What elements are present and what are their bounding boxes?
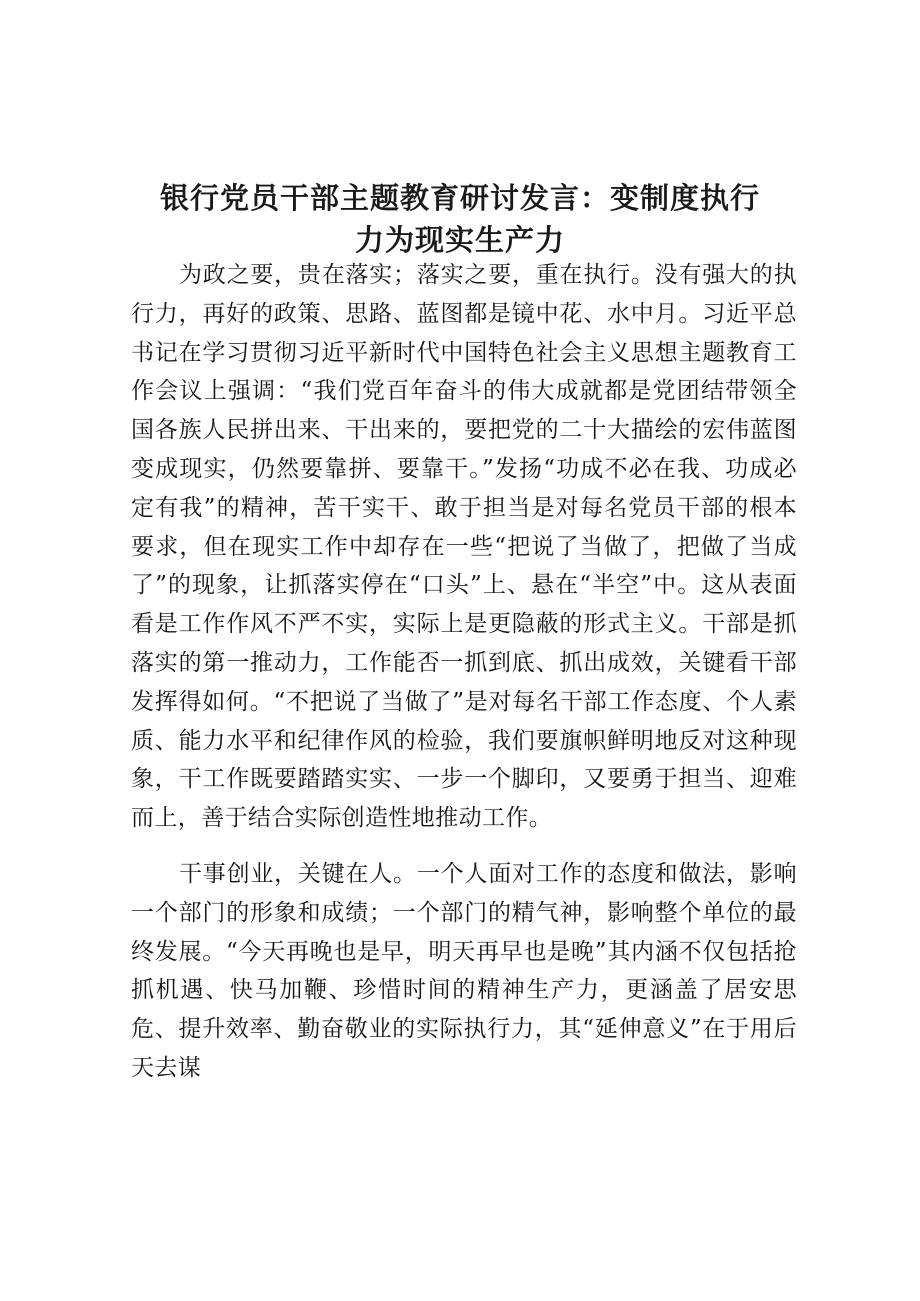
title-line-2: 力为现实生产力 xyxy=(354,223,565,258)
document-body xyxy=(131,256,797,1088)
document-title xyxy=(120,177,800,261)
title-line-1: 银行党员干部主题教育研讨发言：变制度执行 xyxy=(159,181,760,216)
paragraph-2: 干事创业，关键在人。一个人面对工作的态度和做法，影响一个部门的形象和成绩；一个部门的精气神，影响整个单位的最终发展。“今天再晚也是早，明天再早也是晚”其内涵不仅包括抢抓机遇、快马加鞭、珍惜时间的精神生产力，更涵盖了居安思危、提升效率、勤奋敬业的实际执行力，其“延伸意义”在于用后天去谋 xyxy=(131,860,797,1081)
paragraph-1: 为政之要，贵在落实；落实之要，重在执行。没有强大的执行力，再好的政策、思路、蓝图都是镜中花、水中月。习近平总书记在学习贯彻习近平新时代中国特色社会主义思想主题教育工作会议上强调：“我们党百年奋斗的伟大成就都是党团结带领全国各族人民拼出来、干出来的，要把党的二十大描绘的宏伟蓝图变成现实，仍然要靠拼、要靠干。”发扬“功成不必在我、功成必定有我”的精神，苦干实干、敢于担当是对每名党员干部的根本要求，但在现实工作中却存在一些“把说了当做了，把做了当成了”的现象，让抓落实停在“口头”上、悬在“半空”中。这从表面看是工作作风不严不实，实际上是更隐蔽的形式主义。干部是抓落实的第一推动力，工作能否一抓到底、抓出成效，关键看干部发挥得如何。“不把说了当做了”是对每名干部工作态度、个人素质、能力水平和纪律作风的检验，我们要旗帜鲜明地反对这种现象，干工作既要踏踏实实、一步一个脚印，又要勇于担当、迎难而上，善于结合实际创造性地推动工作。 xyxy=(131,262,797,832)
